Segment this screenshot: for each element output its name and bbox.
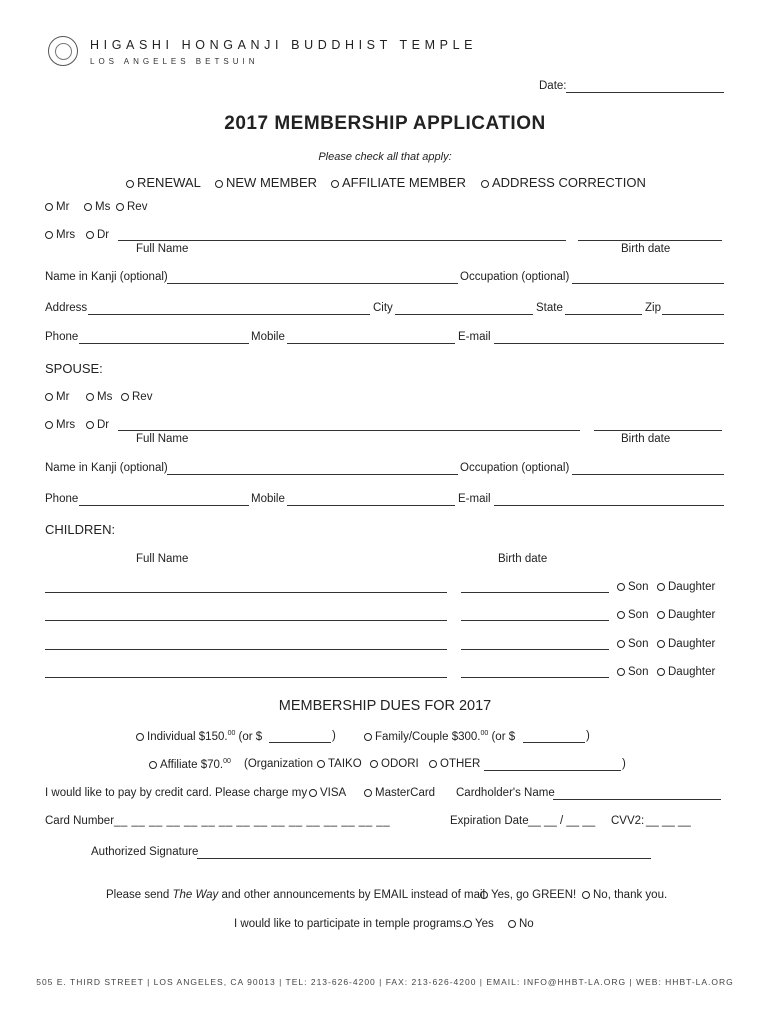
address-field[interactable] (88, 314, 370, 315)
option-affiliate-member[interactable]: AFFILIATE MEMBER (331, 175, 466, 190)
checkbox-icon (86, 393, 94, 401)
checkbox-icon (116, 203, 124, 211)
card-number-field[interactable]: __ __ __ __ __ __ __ __ __ __ __ __ __ __ __ __ (114, 815, 391, 827)
checkbox-icon (617, 611, 625, 619)
children-full-name-caption: Full Name (136, 553, 189, 565)
dues-affiliate[interactable]: Affiliate $70.00 (149, 758, 231, 771)
checkbox-icon (657, 668, 665, 676)
spouse-kanji-field[interactable] (167, 474, 458, 475)
full-name-caption: Full Name (136, 243, 189, 255)
spouse-email-label: E-mail (458, 493, 491, 505)
date-label: Date: (539, 80, 567, 92)
checkbox-icon (45, 393, 53, 401)
spouse-occupation-field[interactable] (572, 474, 724, 475)
child-2-son[interactable]: Son (617, 609, 648, 621)
spouse-mobile-field[interactable] (287, 505, 455, 506)
checkbox-icon (136, 733, 144, 741)
pay-label: I would like to pay by credit card. Please charge my (45, 787, 308, 799)
checkbox-icon (582, 891, 590, 899)
child-2-name-field[interactable] (45, 620, 447, 621)
spouse-full-name-caption: Full Name (136, 433, 189, 445)
org-close: ) (622, 758, 626, 770)
spouse-birth-date-field[interactable] (594, 430, 722, 431)
state-field[interactable] (565, 314, 642, 315)
child-3-son[interactable]: Son (617, 638, 648, 650)
title-mrs[interactable]: Mrs (45, 229, 75, 241)
zip-label: Zip (645, 302, 661, 314)
child-4-daughter[interactable]: Daughter (657, 666, 715, 678)
cvv-field[interactable]: __ __ __ (646, 815, 691, 827)
spouse-phone-label: Phone (45, 493, 79, 505)
child-4-name-field[interactable] (45, 677, 447, 678)
child-1-name-field[interactable] (45, 592, 447, 593)
checkbox-icon (617, 668, 625, 676)
org-subtitle: LOS ANGELES BETSUIN (90, 57, 259, 66)
dues-family-amount-field[interactable] (523, 742, 585, 743)
phone-field[interactable] (79, 343, 249, 344)
child-3-name-field[interactable] (45, 649, 447, 650)
org-other-field[interactable] (484, 770, 621, 771)
pay-visa[interactable]: VISA (309, 787, 346, 799)
cardholder-field[interactable] (553, 799, 721, 800)
spouse-phone-field[interactable] (79, 505, 249, 506)
child-4-son[interactable]: Son (617, 666, 648, 678)
birth-date-field[interactable] (578, 240, 722, 241)
child-1-birth-field[interactable] (461, 592, 609, 593)
title-dr[interactable]: Dr (86, 229, 109, 241)
checkbox-icon (45, 421, 53, 429)
spouse-email-field[interactable] (494, 505, 724, 506)
card-number-label: Card Number (45, 815, 115, 827)
full-name-field[interactable] (118, 240, 566, 241)
option-address-correction[interactable]: ADDRESS CORRECTION (481, 175, 646, 190)
spouse-title-mrs[interactable]: Mrs (45, 419, 75, 431)
option-renewal[interactable]: RENEWAL (126, 175, 201, 190)
city-label: City (373, 302, 393, 314)
dues-individual-close: ) (332, 730, 336, 742)
children-heading: CHILDREN: (45, 522, 116, 537)
state-label: State (536, 302, 563, 314)
checkbox-icon (331, 180, 339, 188)
pay-mastercard[interactable]: MasterCard (364, 787, 435, 799)
child-1-son[interactable]: Son (617, 581, 648, 593)
checkbox-icon (126, 180, 134, 188)
checkbox-icon (86, 231, 94, 239)
spouse-title-dr[interactable]: Dr (86, 419, 109, 431)
programs-yes[interactable]: Yes (464, 918, 494, 930)
form-title: 2017 MEMBERSHIP APPLICATION (224, 113, 546, 134)
dues-heading: MEMBERSHIP DUES FOR 2017 (278, 698, 492, 714)
mobile-label: Mobile (251, 331, 285, 343)
org-name: HIGASHI HONGANJI BUDDHIST TEMPLE (90, 38, 478, 52)
footer-contact: 505 E. THIRD STREET | LOS ANGELES, CA 90013 | TEL: 213-626-4200 | FAX: 213-626-4200 | EMAIL: INFO@HHBT-LA.ORG | WEB: HHBT-LA.ORG (36, 977, 734, 987)
checkbox-icon (309, 789, 317, 797)
address-label: Address (45, 302, 88, 314)
checkbox-icon (364, 733, 372, 741)
child-2-birth-field[interactable] (461, 620, 609, 621)
checkbox-icon (657, 583, 665, 591)
temple-logo (48, 36, 78, 66)
spouse-title-mr[interactable]: Mr (45, 391, 69, 403)
spouse-full-name-field[interactable] (118, 430, 580, 431)
kanji-label: Name in Kanji (optional) (45, 271, 168, 283)
child-4-birth-field[interactable] (461, 677, 609, 678)
checkbox-icon (429, 760, 437, 768)
spouse-occupation-label: Occupation (optional) (460, 462, 570, 474)
phone-label: Phone (45, 331, 79, 343)
dues-family[interactable]: Family/Couple $300.00 (or $ (364, 730, 515, 743)
mobile-field[interactable] (287, 343, 455, 344)
spouse-title-rev[interactable]: Rev (121, 391, 152, 403)
org-odori[interactable]: ODORI (370, 758, 419, 770)
child-1-daughter[interactable]: Daughter (657, 581, 715, 593)
dues-individual-amount-field[interactable] (269, 742, 331, 743)
signature-label: Authorized Signature (91, 846, 199, 858)
child-2-daughter[interactable]: Daughter (657, 609, 715, 621)
child-3-daughter[interactable]: Daughter (657, 638, 715, 650)
checkbox-icon (617, 583, 625, 591)
checkbox-icon (508, 920, 516, 928)
checkbox-icon (480, 891, 488, 899)
org-other[interactable]: OTHER (429, 758, 480, 770)
kanji-field[interactable] (167, 283, 458, 284)
form-subtitle: Please check all that apply: (318, 151, 452, 163)
organization-label: (Organization (244, 758, 314, 770)
email-pref-yes[interactable]: Yes, go GREEN! (480, 889, 576, 901)
checkbox-icon (617, 640, 625, 648)
child-3-birth-field[interactable] (461, 649, 609, 650)
email-field[interactable] (494, 343, 724, 344)
signature-field[interactable] (197, 858, 651, 859)
title-ms[interactable]: Ms (84, 201, 110, 213)
checkbox-icon (149, 761, 157, 769)
city-field[interactable] (395, 314, 533, 315)
spouse-mobile-label: Mobile (251, 493, 285, 505)
checkbox-icon (121, 393, 129, 401)
checkbox-icon (86, 421, 94, 429)
org-taiko[interactable]: TAIKO (317, 758, 362, 770)
checkbox-icon (317, 760, 325, 768)
email-pref-text: Please send The Way and other announcements by EMAIL instead of mail. (106, 889, 489, 901)
checkbox-icon (657, 640, 665, 648)
occupation-label: Occupation (optional) (460, 271, 570, 283)
expiration-field[interactable]: __ __ / __ __ (528, 815, 596, 827)
spouse-heading: SPOUSE: (45, 361, 103, 376)
checkbox-icon (481, 180, 489, 188)
email-label: E-mail (458, 331, 491, 343)
expiration-label: Expiration Date (450, 815, 529, 827)
occupation-field[interactable] (572, 283, 724, 284)
cardholder-label: Cardholder's Name (456, 787, 555, 799)
option-new-member[interactable]: NEW MEMBER (215, 175, 317, 190)
spouse-title-ms[interactable]: Ms (86, 391, 112, 403)
children-birth-date-caption: Birth date (498, 553, 548, 565)
checkbox-icon (45, 203, 53, 211)
checkbox-icon (464, 920, 472, 928)
dues-individual[interactable]: Individual $150.00 (or $ (136, 730, 262, 743)
date-field[interactable] (566, 92, 724, 93)
birth-date-caption: Birth date (621, 243, 671, 255)
title-rev[interactable]: Rev (116, 201, 147, 213)
email-pref-no[interactable]: No, thank you. (582, 889, 667, 901)
cvv-label: CVV2: (611, 815, 645, 827)
checkbox-icon (84, 203, 92, 211)
checkbox-icon (364, 789, 372, 797)
checkbox-icon (215, 180, 223, 188)
programs-text: I would like to participate in temple programs. (234, 918, 465, 930)
checkbox-icon (657, 611, 665, 619)
spouse-birth-date-caption: Birth date (621, 433, 671, 445)
checkbox-icon (370, 760, 378, 768)
zip-field[interactable] (662, 314, 724, 315)
dues-family-close: ) (586, 730, 590, 742)
spouse-kanji-label: Name in Kanji (optional) (45, 462, 168, 474)
programs-no[interactable]: No (508, 918, 534, 930)
checkbox-icon (45, 231, 53, 239)
title-mr[interactable]: Mr (45, 201, 69, 213)
